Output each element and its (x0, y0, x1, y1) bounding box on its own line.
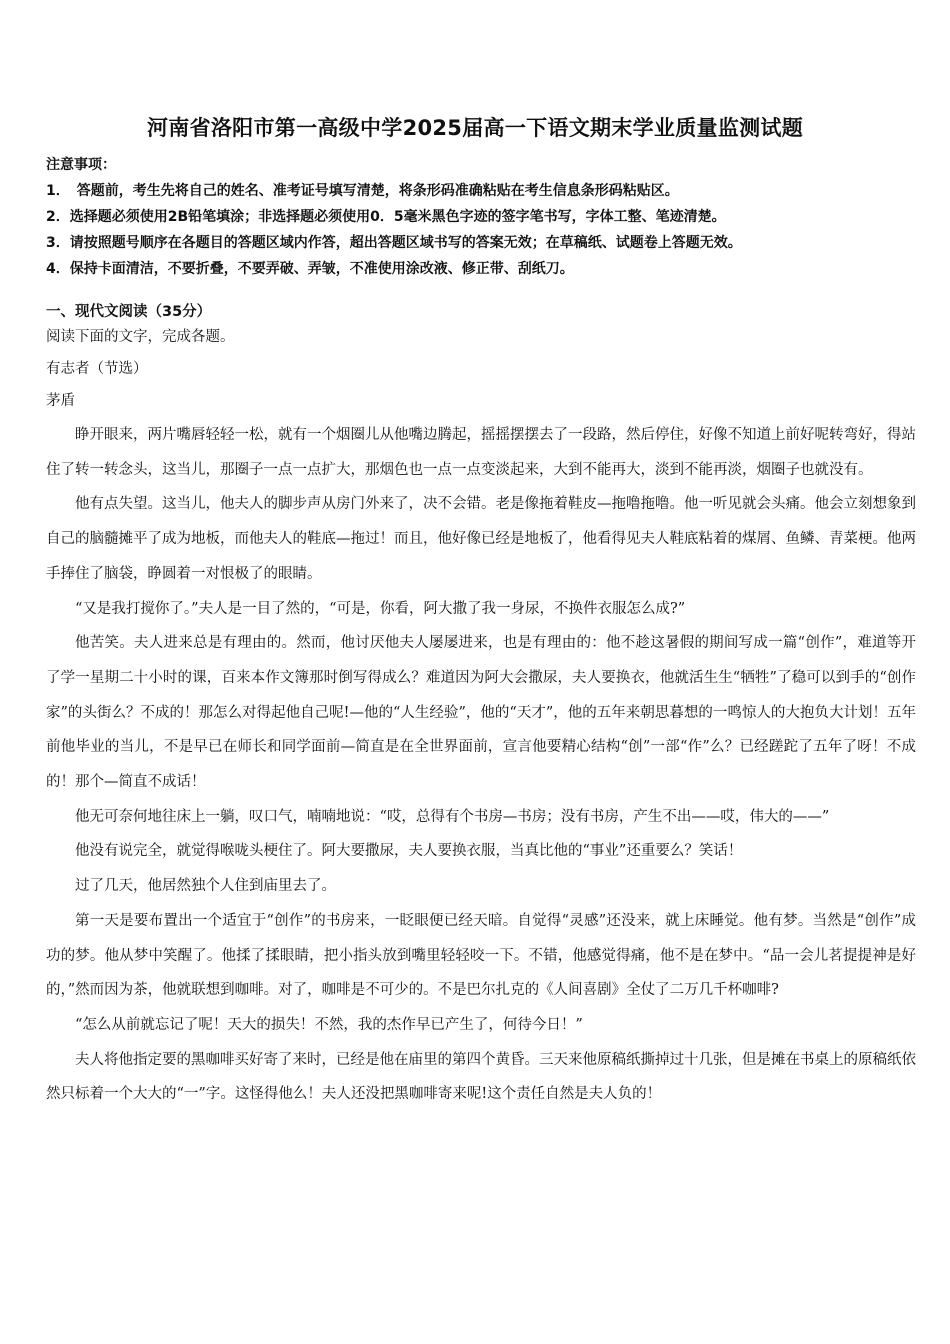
paragraph: 他苦笑。夫人进来总是有理由的。然而，他讨厌他夫人屡屡进来，也是有理由的：他不趁这暑假的期间写成一篇“创作”，难道等开了学一星期二十小时的课，百来本作文簿那时倒写得成么？难道因为阿大会撒尿，夫人要换衣，他就活生生“牺牲”了稳可以到手的“创作家”的头街么？不成的！那怎么对得起他自己呢!—他的“人生经验”，他的“天才”，他的五年来朝思暮想的一鸣惊人的大抱负大计划！五年前他毕业的当儿，不是早已在师长和同学面前—简直是在全世界面前，宣言他要精心结构“创”一部“作”么？已经蹉跎了五年了呀！不成的！那个—简直不成话！ (46, 635, 916, 791)
paragraph: 他没有说完全，就觉得喉咙头梗住了。阿大要撒尿，夫人要换衣服，当真比他的“事业”还重要么？笑话！ (75, 843, 743, 860)
notice-item: 1． 答题前，考生先将自己的姓名、准考证号填写清楚，将条形码准确粘贴在考生信息条形码粘贴区。 (46, 183, 679, 199)
paragraph: 他无可奈何地往床上一躺，叹口气，喃喃地说：“哎，总得有个书房—书房；没有书房，产生不出——哎，伟大的——” (75, 808, 830, 825)
paragraph: 夫人将他指定要的黑咖啡买好寄了来时，已经是他在庙里的第四个黄昏。三天来他原稿纸撕掉过十几张，但是摊在书桌上的原稿纸依然只标着一个大大的“一”字。这怪得他么！夫人还没把黑咖啡寄来呢!这个责任自然是夫人负的！ (46, 1051, 916, 1102)
reading-passage (46, 322, 916, 1111)
section-heading: 一、现代文阅读（35分） (46, 304, 212, 320)
paragraph: 过了几天，他居然独个人住到庙里去了。 (75, 878, 336, 895)
paragraph: “怎么从前就忘记了呢！天大的损失！不然，我的杰作早已产生了，何待今日！” (75, 1016, 583, 1033)
notice-block (46, 152, 926, 282)
paragraph: “又是我打搅你了。”夫人是一目了然的，“可是，你看，阿大撒了我一身尿，不换件衣服怎么成?” (75, 600, 686, 617)
paragraph: 第一天是要布置出一个适宜于“创作”的书房来，一眨眼便已经天暗。自觉得“灵感”还没来，就上床睡觉。他有梦。当然是“创作”成功的梦。他从梦中笑醒了。他揉了揉眼睛，把小指头放到嘴里轻轻咬一下。不错，他感觉得痛，他不是在梦中。“品一会儿茗提提神是好的，”然而因为茶，他就联想到咖啡。对了，咖啡是不可少的。不是巴尔扎克的《人间喜剧》全仗了二万几千杯咖啡? (46, 912, 916, 999)
article-author: 茅盾 (46, 393, 75, 409)
paragraph: 睁开眼来，两片嘴唇轻轻一松，就有一个烟圈儿从他嘴边腾起，摇摇摆摆去了一段路，然后停住，好像不知道上前好呢转弯好，得站住了转一转念头，这当儿，那圈子一点一点扩大，那烟色也一点一点变淡起来，大到不能再大，淡到不能再淡，烟圈子也就没有。 (46, 427, 916, 478)
notice-heading: 注意事项： (46, 157, 116, 173)
exam-title: 河南省洛阳市第一高级中学2025届高一下语文期末学业质量监测试题 (146, 116, 804, 140)
notice-item: 4．保持卡面清洁，不要折叠，不要弄破、弄皱，不准使用涂改液、修正带、刮纸刀。 (46, 261, 574, 277)
paragraph: 他有点失望。这当儿，他夫人的脚步声从房门外来了，决不会错。老是像拖着鞋皮—拖噜拖噜。他一听见就会头痛。他会立刻想象到自己的脑髓摊平了成为地板，而他夫人的鞋底—拖过！而且，他好像已经是地板了，他看得见夫人鞋底粘着的煤屑、鱼鳞、青菜梗。他两手捧住了脑袋，睁圆着一对恨极了的眼睛。 (46, 496, 916, 582)
article-title: 有志者（节选） (46, 361, 148, 377)
notice-item: 3．请按照题号顺序在各题目的答题区域内作答，超出答题区域书写的答案无效；在草稿纸、试题卷上答题无效。 (46, 235, 742, 251)
instruction-text: 阅读下面的文字，完成各题。 (46, 329, 235, 345)
notice-item: 2．选择题必须使用2B铅笔填涂；非选择题必须使用0．5毫米黑色字迹的签字笔书写，字体工整、笔迹清楚。 (46, 209, 726, 225)
